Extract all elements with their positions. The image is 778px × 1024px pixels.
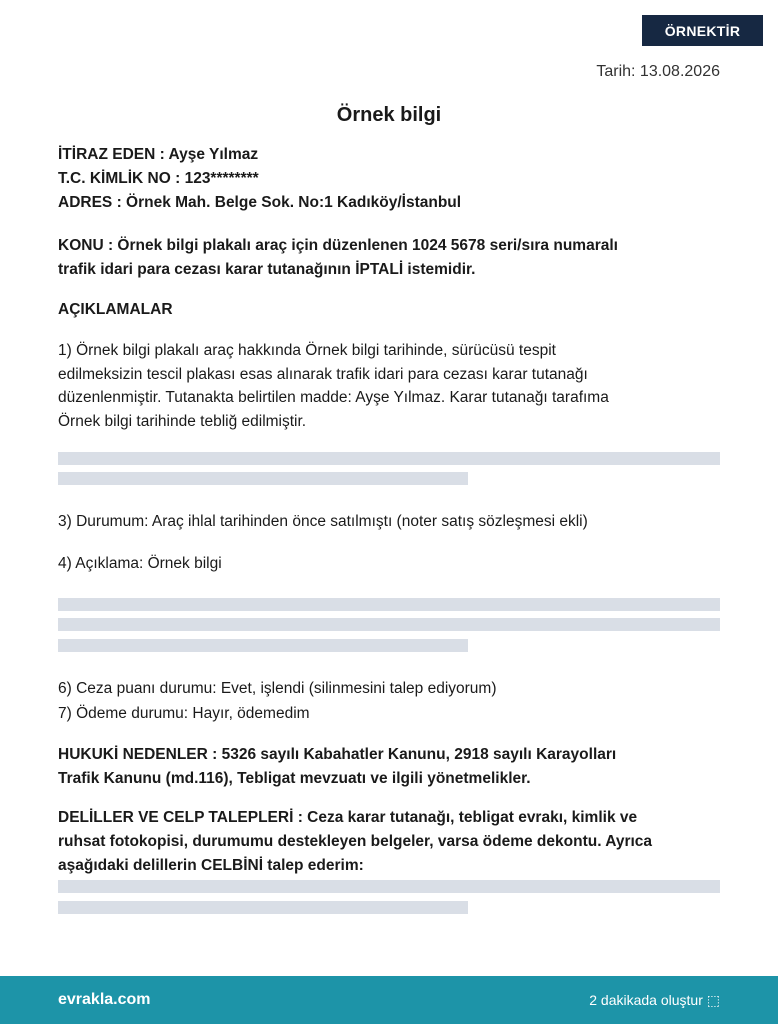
subject-line: KONU : Örnek bilgi plakalı araç için düzenlenen 1024 5678 seri/sıra numaralı [58, 237, 618, 254]
item-3: 3) Durumum: Araç ihlal tarihinden önce satılmıştı (noter satış sözleşmesi ekli) [58, 513, 588, 530]
evidence-line: aşağıdaki delillerin CELBİNİ talep ederim: [58, 857, 364, 874]
document-date: Tarih: 13.08.2026 [596, 63, 720, 80]
applicant-id: T.C. KİMLİK NO : 123******** [58, 170, 259, 187]
evidence-line: ruhsat fotokopisi, durumumu destekleyen belgeler, varsa ödeme dekontu. Ayrıca [58, 833, 653, 850]
redacted-line [58, 618, 720, 631]
subject-section [58, 234, 722, 282]
document-title: Örnek bilgi [336, 104, 442, 126]
brand-link[interactable]: evrakla.com [58, 991, 151, 1008]
legal-grounds-line: HUKUKİ NEDENLER : 5326 sayılı Kabahatler Kanunu, 2918 sayılı Karayolları [58, 746, 617, 763]
item-6: 6) Ceza puanı durumu: Evet, işlendi (silinmesini talep ediyorum) [58, 680, 497, 697]
item-7: 7) Ödeme durumu: Hayır, ödemedim [58, 705, 310, 722]
redacted-line [58, 452, 720, 465]
explanations-heading: AÇIKLAMALAR [58, 301, 173, 318]
redacted-line [58, 880, 720, 893]
item-1-line: edilmeksizin tescil plakası esas alınarak trafik idari para cezası karar tutanağı [58, 365, 588, 383]
subject-line: trafik idari para cezası karar tutanağının İPTALİ istemidir. [58, 261, 476, 278]
applicant-name: İTİRAZ EDEN : Ayşe Yılmaz [58, 146, 259, 163]
redacted-line [58, 639, 468, 652]
evidence-section [58, 806, 722, 878]
item-1-line: Örnek bilgi tarihinde tebliğ edilmiştir. [58, 412, 307, 430]
redacted-line [58, 598, 720, 611]
item-1-line: düzenlenmiştir. Tutanakta belirtilen madde: Ayşe Yılmaz. Karar tutanağı tarafıma [58, 389, 609, 406]
evidence-line: DELİLLER VE CELP TALEPLERİ : Ceza karar tutanağı, tebligat evrakı, kimlik ve [58, 809, 638, 826]
item-1-line: 1) Örnek bilgi plakalı araç hakkında Örnek bilgi tarihinde, sürücüsü tespit [58, 342, 556, 359]
legal-grounds [58, 743, 722, 791]
footer-bar [0, 976, 778, 1024]
redacted-line [58, 901, 468, 914]
item-4: 4) Açıklama: Örnek bilgi [58, 555, 222, 572]
item-1 [58, 339, 722, 433]
applicant-info [58, 143, 722, 215]
create-link[interactable]: 2 dakikada oluştur ⬚ [589, 991, 720, 1008]
redacted-line [58, 472, 468, 485]
applicant-address: ADRES : Örnek Mah. Belge Sok. No:1 Kadıköy/İstanbul [58, 194, 462, 211]
legal-grounds-line: Trafik Kanunu (md.116), Tebligat mevzuatı ve ilgili yönetmelikler. [58, 770, 531, 787]
sample-badge: ÖRNEKTİR [642, 15, 763, 46]
